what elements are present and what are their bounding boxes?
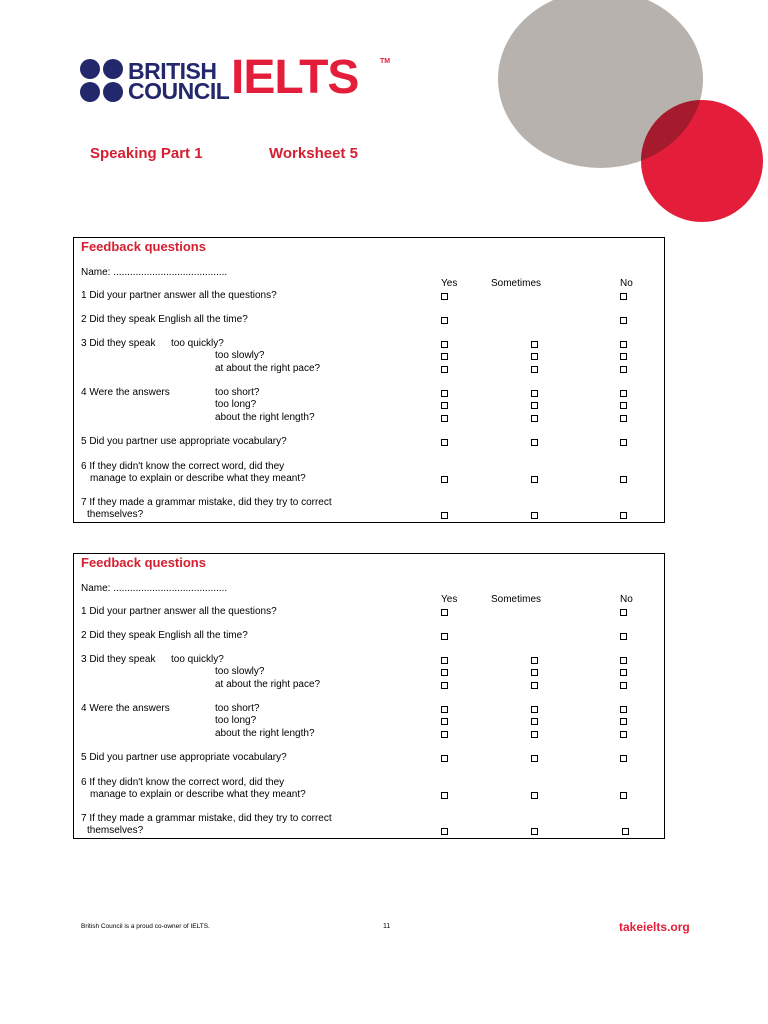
checkbox-q5-sometimes[interactable] [531, 439, 538, 446]
question-1: 1 Did your partner answer all the questions? [81, 606, 277, 617]
page-number: 11 [383, 923, 391, 930]
checkbox-q5-no[interactable] [620, 755, 627, 762]
checkbox-q3b-no[interactable] [620, 669, 627, 676]
checkbox-q1-no[interactable] [620, 293, 627, 300]
british-council-dots-icon [80, 59, 123, 102]
checkbox-q3a-sometimes[interactable] [531, 657, 538, 664]
checkbox-q7-no[interactable] [622, 828, 629, 835]
question-3a: too quickly? [171, 338, 224, 349]
name-field-label: Name: ......................................... [81, 583, 228, 594]
question-2: 2 Did they speak English all the time? [81, 630, 248, 641]
checkbox-q1-yes[interactable] [441, 609, 448, 616]
checkbox-q3a-yes[interactable] [441, 341, 448, 348]
question-4a: too short? [215, 703, 260, 714]
ielts-logo: IELTS [231, 51, 359, 104]
checkbox-q7-sometimes[interactable] [531, 828, 538, 835]
question-4b: too long? [215, 715, 257, 726]
question-7-line1: 7 If they made a grammar mistake, did they try to correct [81, 497, 332, 508]
checkbox-q4c-sometimes[interactable] [531, 415, 538, 422]
question-4b: too long? [215, 399, 257, 410]
question-4c: about the right length? [215, 728, 315, 739]
question-3c: at about the right pace? [215, 363, 321, 374]
column-no: No [620, 278, 633, 289]
checkbox-q4a-sometimes[interactable] [531, 706, 538, 713]
checkbox-q3c-yes[interactable] [441, 366, 448, 373]
checkbox-q4b-sometimes[interactable] [531, 402, 538, 409]
question-6-line2: manage to explain or describe what they meant? [90, 473, 306, 484]
british-council-logo [80, 59, 229, 102]
column-yes: Yes [441, 594, 458, 605]
checkbox-q3c-sometimes[interactable] [531, 682, 538, 689]
logo-text-line2: COUNCIL [128, 77, 230, 104]
question-3b: too slowly? [215, 350, 265, 361]
question-3c: at about the right pace? [215, 679, 321, 690]
question-4: 4 Were the answers [81, 387, 170, 398]
checkbox-q2-no[interactable] [620, 317, 627, 324]
column-sometimes: Sometimes [491, 594, 542, 605]
question-7-line2: themselves? [87, 825, 144, 836]
checkbox-q4c-sometimes[interactable] [531, 731, 538, 738]
checkbox-q6-sometimes[interactable] [531, 476, 538, 483]
checkbox-q3b-sometimes[interactable] [531, 353, 538, 360]
question-6-line1: 6 If they didn't know the correct word, did they [81, 461, 285, 472]
checkbox-q2-no[interactable] [620, 633, 627, 640]
question-6-line2: manage to explain or describe what they meant? [90, 789, 306, 800]
question-4c: about the right length? [215, 412, 315, 423]
checkbox-q5-yes[interactable] [441, 439, 448, 446]
checkbox-q6-sometimes[interactable] [531, 792, 538, 799]
checkbox-q4a-yes[interactable] [441, 390, 448, 397]
question-3: 3 Did they speak [81, 654, 156, 665]
checkbox-q7-sometimes[interactable] [531, 512, 538, 519]
checkbox-q3a-no[interactable] [620, 657, 627, 664]
question-1: 1 Did your partner answer all the questions? [81, 290, 277, 301]
checkbox-q6-no[interactable] [620, 792, 627, 799]
checkbox-q3b-yes[interactable] [441, 669, 448, 676]
logo-text-line1: BRITISH [128, 57, 217, 84]
question-3b: too slowly? [215, 666, 265, 677]
form-title: Feedback questions [81, 239, 206, 254]
checkbox-q4c-no[interactable] [620, 415, 627, 422]
checkbox-q4b-yes[interactable] [441, 718, 448, 725]
page-title: Speaking Part 1 [90, 145, 203, 162]
question-5: 5 Did you partner use appropriate vocabulary? [81, 436, 287, 447]
checkbox-q1-yes[interactable] [441, 293, 448, 300]
checkbox-q4a-no[interactable] [620, 706, 627, 713]
checkbox-q3a-sometimes[interactable] [531, 341, 538, 348]
question-7-line2: themselves? [87, 509, 144, 520]
website-link[interactable]: takeielts.org [619, 920, 690, 934]
column-no: No [620, 594, 633, 605]
column-yes: Yes [441, 278, 458, 289]
question-4: 4 Were the answers [81, 703, 170, 714]
checkbox-q7-yes[interactable] [441, 828, 448, 835]
checkbox-q3a-no[interactable] [620, 341, 627, 348]
checkbox-q3a-yes[interactable] [441, 657, 448, 664]
checkbox-q4b-no[interactable] [620, 402, 627, 409]
checkbox-q3c-no[interactable] [620, 366, 627, 373]
checkbox-q4c-yes[interactable] [441, 731, 448, 738]
question-4a: too short? [215, 387, 260, 398]
checkbox-q7-yes[interactable] [441, 512, 448, 519]
checkbox-q5-sometimes[interactable] [531, 755, 538, 762]
feedback-form-1 [73, 237, 665, 523]
checkbox-q6-yes[interactable] [441, 792, 448, 799]
checkbox-q3c-sometimes[interactable] [531, 366, 538, 373]
checkbox-q2-yes[interactable] [441, 317, 448, 324]
checkbox-q4c-no[interactable] [620, 731, 627, 738]
footer-ownership-note: British Council is a proud co-owner of IELTS. [81, 923, 210, 930]
checkbox-q3b-yes[interactable] [441, 353, 448, 360]
checkbox-q4a-no[interactable] [620, 390, 627, 397]
decorative-circle-overlap [641, 100, 763, 222]
checkbox-q2-yes[interactable] [441, 633, 448, 640]
checkbox-q3b-no[interactable] [620, 353, 627, 360]
checkbox-q6-yes[interactable] [441, 476, 448, 483]
checkbox-q3c-yes[interactable] [441, 682, 448, 689]
checkbox-q4b-yes[interactable] [441, 402, 448, 409]
name-field-label: Name: ......................................... [81, 267, 228, 278]
checkbox-q4b-sometimes[interactable] [531, 718, 538, 725]
checkbox-q5-no[interactable] [620, 439, 627, 446]
question-5: 5 Did you partner use appropriate vocabulary? [81, 752, 287, 763]
checkbox-q4c-yes[interactable] [441, 415, 448, 422]
checkbox-q7-no[interactable] [620, 512, 627, 519]
question-3: 3 Did they speak [81, 338, 156, 349]
checkbox-q5-yes[interactable] [441, 755, 448, 762]
question-2: 2 Did they speak English all the time? [81, 314, 248, 325]
checkbox-q4b-no[interactable] [620, 718, 627, 725]
question-3a: too quickly? [171, 654, 224, 665]
checkbox-q3b-sometimes[interactable] [531, 669, 538, 676]
trademark-mark: TM [380, 58, 391, 65]
feedback-form-2 [73, 553, 665, 839]
checkbox-q1-no[interactable] [620, 609, 627, 616]
column-sometimes: Sometimes [491, 278, 542, 289]
checkbox-q4a-sometimes[interactable] [531, 390, 538, 397]
question-7-line1: 7 If they made a grammar mistake, did they try to correct [81, 813, 332, 824]
form-title: Feedback questions [81, 555, 206, 570]
checkbox-q3c-no[interactable] [620, 682, 627, 689]
worksheet-label: Worksheet 5 [269, 145, 358, 162]
checkbox-q4a-yes[interactable] [441, 706, 448, 713]
question-6-line1: 6 If they didn't know the correct word, did they [81, 777, 285, 788]
checkbox-q6-no[interactable] [620, 476, 627, 483]
